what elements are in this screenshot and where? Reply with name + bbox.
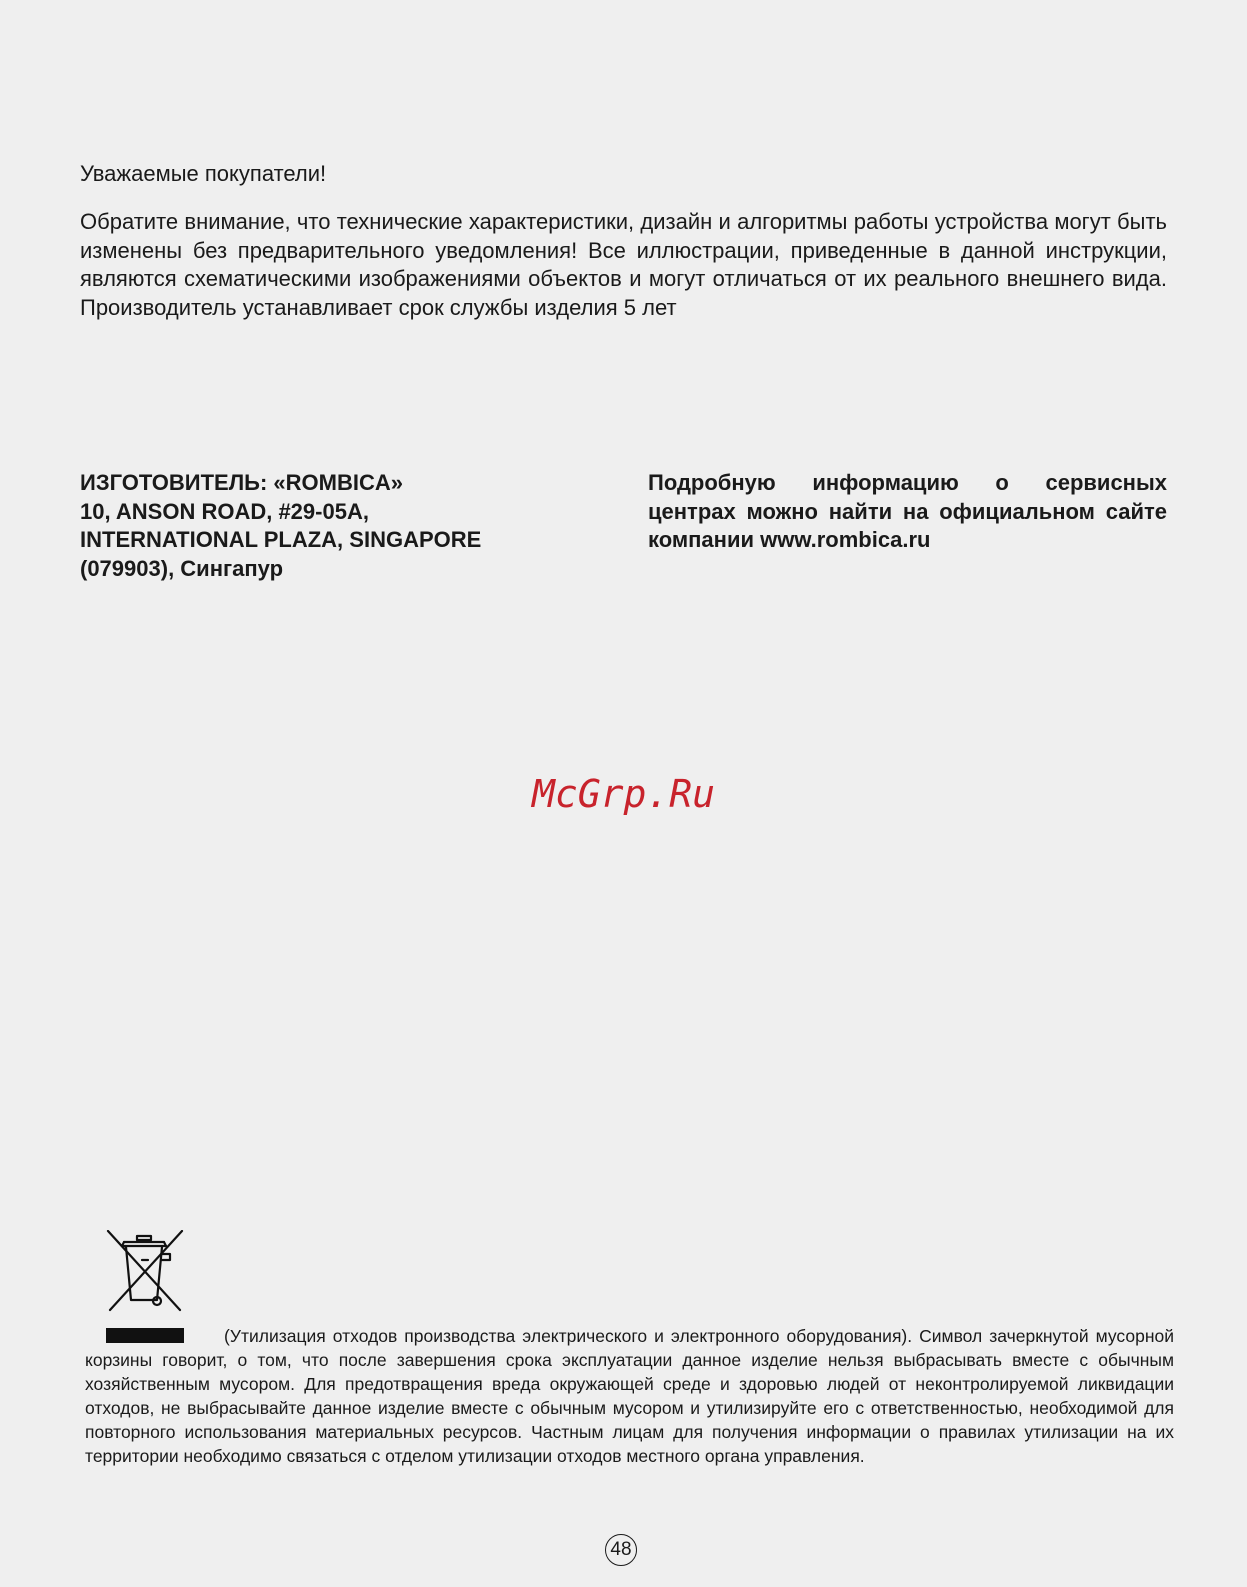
page-number: 48 <box>605 1534 637 1566</box>
greeting: Уважаемые покупатели! <box>80 161 327 186</box>
crossed-out-wheelie-bin-icon <box>104 1230 186 1314</box>
manufacturer-line: ИЗГОТОВИТЕЛЬ: «ROMBICA» <box>80 470 403 495</box>
watermark: McGrp.Ru <box>531 772 716 816</box>
intro-paragraph: Обратите внимание, что технические характеристики, дизайн и алгоритмы работы устройства могут быть изменены без предварительного уведомления! Все иллюстрации, приведенные в данной инструкции, являются схематическими изображениями объектов и могут отличаться от их реального внешнего вида. Производитель устанавливает срок службы изделия 5 лет <box>80 209 1167 321</box>
manufacturer-address <box>80 469 560 584</box>
service-center-info: Подробную информацию о сервисных центрах можно найти на официальном сайте компании www.rombica.ru <box>648 470 1167 553</box>
manufacturer-line: (079903), Сингапур <box>80 556 284 582</box>
disposal-notice: (Утилизация отходов производства электрического и электронного оборудования). Символ зачеркнутой мусорной корзины говорит, о том, что после завершения срока эксплуатации данное изделие нельзя выбрасывать вместе с обычным хозяйственным мусором. Для предотвращения вреда окружающей среде и здоровью людей от неконтролируемой ликвидации отходов, не выбрасывайте данное изделие вместе с обычным мусором и утилизируйте его с ответственностью, необходимой для повторного использования материальных ресурсов. Частным лицам для получения информации о правилах утилизации на их территории необходимо связаться с отделом утилизации отходов местного органа управления. <box>85 1326 1174 1466</box>
manufacturer-line: INTERNATIONAL PLAZA, SINGAPORE <box>80 527 482 553</box>
manufacturer-line: 10, ANSON ROAD, #29-05A, <box>80 498 369 524</box>
